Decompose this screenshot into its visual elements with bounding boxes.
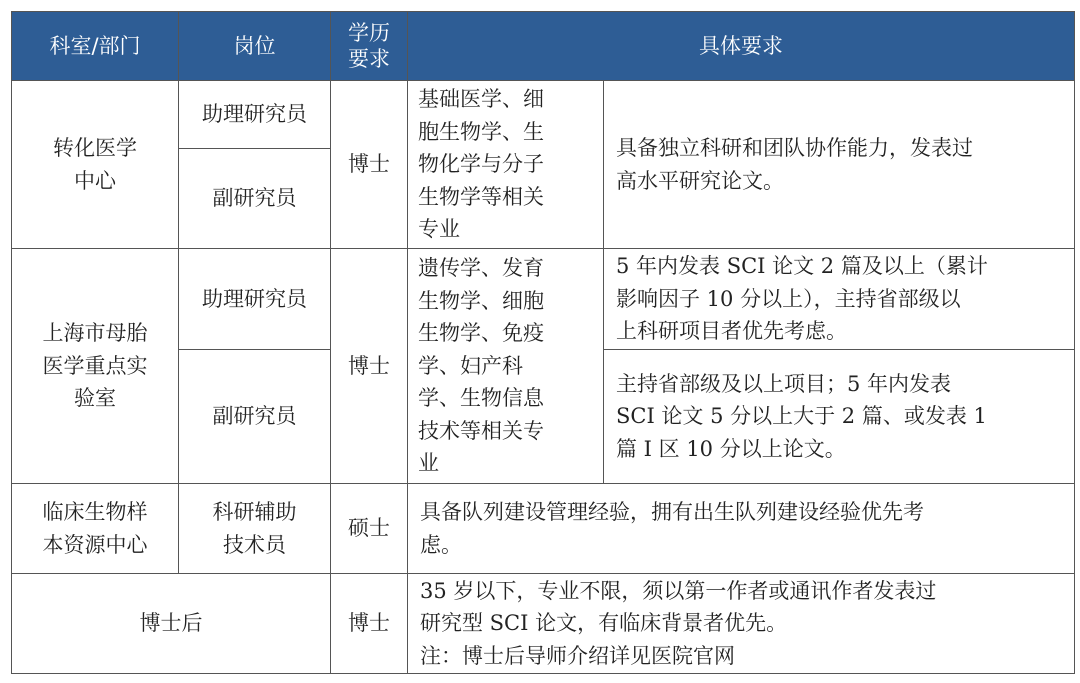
dept-line: 本资源中心 — [42, 532, 148, 557]
major-line: 生物学、免疫 — [418, 321, 544, 346]
table-row — [12, 574, 1075, 674]
requirement-line: 35 岁以下，专业不限，须以第一作者或通讯作者发表过 — [420, 578, 937, 603]
dept-postdoc: 博士后 — [12, 574, 331, 674]
header-education-line2: 要求 — [348, 47, 390, 71]
major-line: 专业 — [418, 217, 460, 242]
requirement-line: 影响因子 10 分以上），主持省部级以 — [616, 286, 961, 311]
dept-line: 中心 — [74, 168, 116, 193]
education-doctor: 博士 — [331, 81, 408, 249]
header-post: 岗位 — [179, 12, 331, 81]
requirement-line: 5 年内发表 SCI 论文 2 篇及以上（累计 — [616, 254, 988, 279]
post-research-technician — [179, 484, 331, 574]
major-line: 技术等相关专 — [418, 418, 544, 443]
dept-translational-medicine — [12, 81, 179, 249]
post-line: 技术员 — [223, 532, 286, 557]
table-row — [12, 484, 1075, 574]
education-doctor: 博士 — [331, 574, 408, 674]
requirement-line: 高水平研究论文。 — [616, 168, 784, 193]
requirement-text — [604, 81, 1075, 249]
major-line: 生物学、细胞 — [418, 288, 544, 313]
requirement-line: 主持省部级及以上项目；5 年内发表 — [616, 371, 952, 396]
requirement-line: 研究型 SCI 论文，有临床背景者优先。 — [420, 611, 788, 636]
education-doctor: 博士 — [331, 249, 408, 484]
requirement-line: SCI 论文 5 分以上大于 2 篇、或发表 1 — [616, 404, 987, 429]
post-associate-researcher: 副研究员 — [179, 149, 331, 249]
dept-line: 临床生物样 — [42, 499, 148, 524]
requirement-text — [408, 484, 1075, 574]
dept-maternal-fetal-lab — [12, 249, 179, 484]
major-line: 学、生物信息 — [418, 386, 544, 411]
requirement-text — [604, 249, 1075, 350]
dept-line: 上海市母胎 — [42, 321, 148, 346]
requirement-line: 虑。 — [420, 532, 462, 557]
header-row — [12, 12, 1075, 81]
major-line: 物化学与分子 — [418, 152, 544, 177]
dept-line: 转化医学 — [53, 135, 137, 160]
education-master: 硕士 — [331, 484, 408, 574]
table-row — [12, 81, 1075, 149]
table-row — [12, 249, 1075, 350]
recruitment-table-container — [11, 11, 1074, 674]
major-field — [408, 81, 604, 249]
header-dept: 科室/部门 — [12, 12, 179, 81]
major-line: 胞生物学、生 — [418, 119, 544, 144]
post-associate-researcher: 副研究员 — [179, 350, 331, 484]
header-education — [331, 12, 408, 81]
major-line: 生物学等相关 — [418, 184, 544, 209]
dept-biobank — [12, 484, 179, 574]
requirement-note: 注：博士后导师介绍详见医院官网 — [420, 643, 735, 668]
major-line: 学、妇产科 — [418, 353, 523, 378]
post-assistant-researcher: 助理研究员 — [179, 249, 331, 350]
dept-line: 医学重点实 — [42, 353, 148, 378]
major-line: 遗传学、发育 — [418, 256, 544, 281]
requirement-line: 上科研项目者优先考虑。 — [616, 319, 847, 344]
dept-line: 验室 — [74, 386, 116, 411]
major-line: 业 — [418, 451, 439, 476]
post-assistant-researcher: 助理研究员 — [179, 81, 331, 149]
recruitment-table — [11, 11, 1075, 674]
major-field — [408, 249, 604, 484]
major-line: 基础医学、细 — [418, 87, 544, 112]
header-education-line1: 学历 — [348, 20, 390, 45]
requirement-line: 篇 I 区 10 分以上论文。 — [616, 436, 846, 461]
requirement-text — [604, 350, 1075, 484]
post-line: 科研辅助 — [212, 499, 297, 524]
requirement-text — [408, 574, 1075, 674]
header-requirements: 具体要求 — [408, 12, 1075, 81]
requirement-line: 具备队列建设管理经验，拥有出生队列建设经验优先考 — [420, 499, 924, 524]
requirement-line: 具备独立科研和团队协作能力，发表过 — [616, 135, 973, 160]
